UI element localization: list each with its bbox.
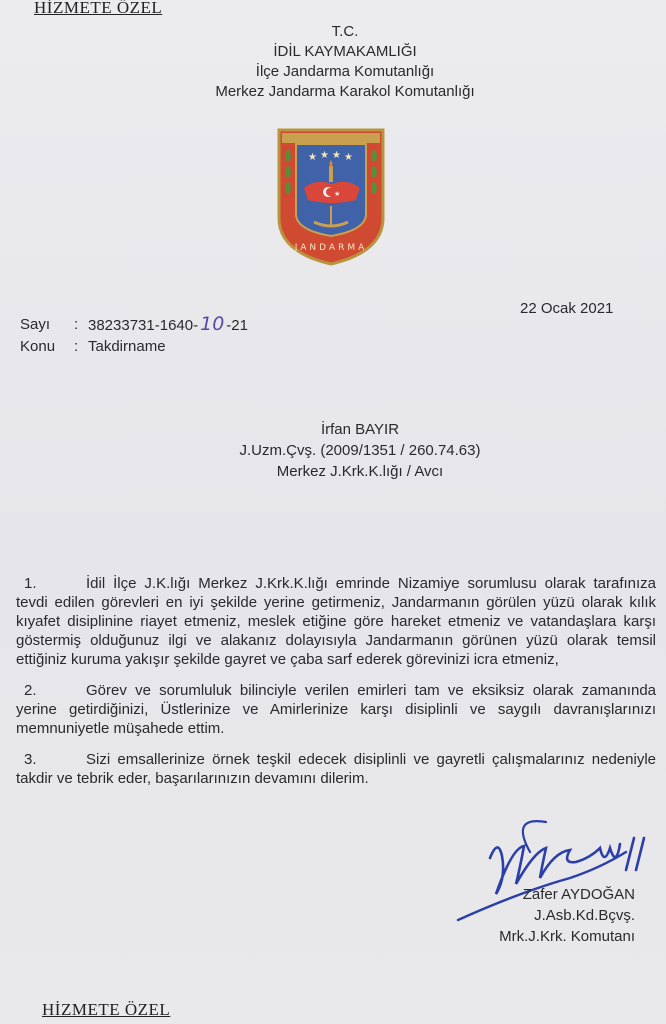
paragraph-1 bbox=[16, 574, 656, 669]
letter-body bbox=[16, 574, 656, 800]
paragraph-text: İdil İlçe J.K.lığı Merkez J.Krk.K.lığı emrinde Nizamiye sorumlusu olarak tarafınıza tevdi edilen görevleri en iyi şekilde yerine getirmeniz, Jandarmanın görülen yüzü olarak kılık kıyafet disiplinine riayet etmeniz, meslek etiğine göre hareket etmeniz ve vatandaşlara karşı göstermiş olduğunuz ilgi ve alakanız dolayısıyla Jandarmanın görünen yüzü olarak temsil ettiğiniz kuruma yakışır şekilde gayret ve çaba sarf ederek görevinizi icra etmeniz, bbox=[16, 575, 656, 668]
sayi-value bbox=[88, 314, 248, 336]
sayi-suffix: -21 bbox=[226, 317, 248, 334]
svg-text:★: ★ bbox=[320, 150, 329, 161]
recipient-name: İrfan BAYIR bbox=[320, 421, 400, 438]
paragraph-2 bbox=[16, 681, 656, 738]
signer-name: Zafer AYDOĞAN bbox=[522, 886, 635, 903]
sayi-label: Sayı bbox=[20, 316, 51, 333]
header-tc: T.C. bbox=[331, 23, 359, 40]
paragraph-number: 2. bbox=[24, 682, 37, 699]
document-date: 22 Ocak 2021 bbox=[520, 300, 614, 317]
classification-top: HİZMETE ÖZEL bbox=[34, 0, 163, 17]
paragraph-text: Sizi emsallerinize örnek teşkil edecek disiplinli ve gayretli çalışmalarınız nedeniyle takdir ve tebrik eder, başarılarınızın devamını dilerim. bbox=[16, 751, 656, 787]
reference-block bbox=[20, 314, 248, 357]
jandarma-emblem-icon bbox=[276, 126, 386, 266]
svg-text:★: ★ bbox=[332, 150, 341, 161]
svg-text:★: ★ bbox=[344, 152, 353, 163]
header-command: İlçe Jandarma Komutanlığı bbox=[255, 63, 435, 80]
konu-value: Takdirname bbox=[88, 338, 166, 355]
svg-text:★: ★ bbox=[334, 190, 341, 198]
classification-bottom: HİZMETE ÖZEL bbox=[42, 1000, 171, 1019]
signer-rank: J.Asb.Kd.Bçvş. bbox=[534, 907, 635, 924]
konu-separator: : bbox=[74, 338, 79, 355]
sayi-row bbox=[20, 314, 248, 336]
recipient-unit: Merkez J.Krk.K.lığı / Avcı bbox=[276, 463, 444, 480]
svg-text:★: ★ bbox=[308, 152, 317, 163]
sayi-handwritten-number: 10 bbox=[200, 313, 225, 335]
header-district: İDİL KAYMAKAMLIĞI bbox=[273, 43, 417, 60]
emblem-text: JANDARMA bbox=[294, 243, 368, 253]
letterhead bbox=[150, 22, 540, 102]
signer-block bbox=[440, 884, 635, 947]
konu-label: Konu bbox=[20, 338, 56, 355]
paragraph-3 bbox=[16, 750, 656, 788]
recipient-rank: J.Uzm.Çvş. (2009/1351 / 260.74.63) bbox=[239, 442, 481, 459]
signer-title: Mrk.J.Krk. Komutanı bbox=[499, 928, 635, 945]
recipient-block bbox=[200, 419, 520, 482]
sayi-prefix: 38233731-1640- bbox=[88, 317, 199, 334]
paragraph-number: 1. bbox=[24, 575, 37, 592]
konu-row bbox=[20, 336, 248, 357]
sayi-separator: : bbox=[74, 316, 79, 333]
paragraph-number: 3. bbox=[24, 751, 37, 768]
paragraph-text: Görev ve sorumluluk bilinciyle verilen emirleri tam ve eksiksiz olarak zamanında yerine getirdiğinizi, Üstlerinize ve Amirlerinize karşı disiplinli ve saygılı davranışlarınızı memnuniyetle müşahede ettim. bbox=[16, 682, 656, 737]
header-station: Merkez Jandarma Karakol Komutanlığı bbox=[215, 83, 475, 100]
